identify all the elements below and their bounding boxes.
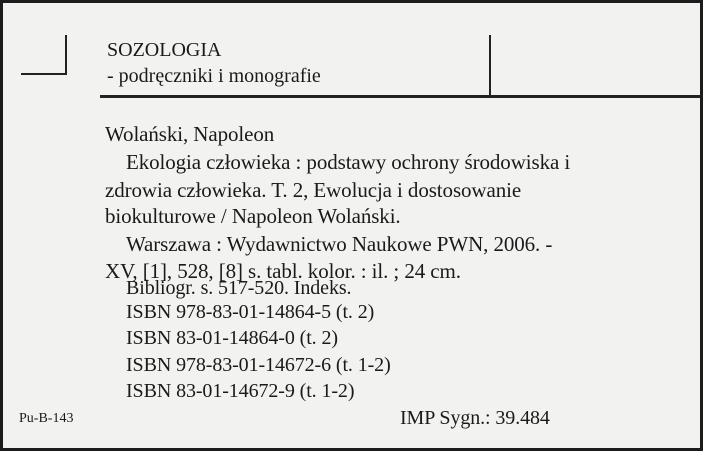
- subject-heading: SOZOLOGIA: [107, 39, 222, 61]
- author-heading: Wolański, Napoleon: [105, 122, 275, 146]
- header-divider: [100, 95, 700, 98]
- call-number: IMP Sygn.: 39.484: [400, 407, 550, 429]
- title-line-1: Ekologia człowieka : podstawy ochrony środowiska i: [126, 150, 571, 174]
- notes-line: Bibliogr. s. 517-520. Indeks.: [126, 277, 352, 299]
- subject-box-right-edge: [489, 35, 491, 97]
- isbn-line: ISBN 83-01-14672-9 (t. 1-2): [126, 380, 355, 402]
- imprint-line-2: XV, [1], 528, [8] s. tabl. kolor. : il. ; 24 cm.: [105, 259, 461, 283]
- isbn-line: ISBN 978-83-01-14672-6 (t. 1-2): [126, 354, 391, 376]
- library-code: Pu-B-143: [19, 411, 74, 426]
- title-line-2: zdrowia człowieka. T. 2, Ewolucja i dostosowanie: [105, 178, 522, 202]
- subject-subheading: - podręczniki i monografie: [107, 65, 321, 87]
- corner-mark-horizontal: [21, 73, 67, 75]
- corner-mark-vertical: [65, 35, 67, 75]
- title-line-3: biokulturowe / Napoleon Wolański.: [105, 204, 401, 228]
- isbn-line: ISBN 83-01-14864-0 (t. 2): [126, 327, 338, 349]
- isbn-line: ISBN 978-83-01-14864-5 (t. 2): [126, 301, 375, 323]
- imprint-line-1: Warszawa : Wydawnictwo Naukowe PWN, 2006. -: [126, 232, 553, 256]
